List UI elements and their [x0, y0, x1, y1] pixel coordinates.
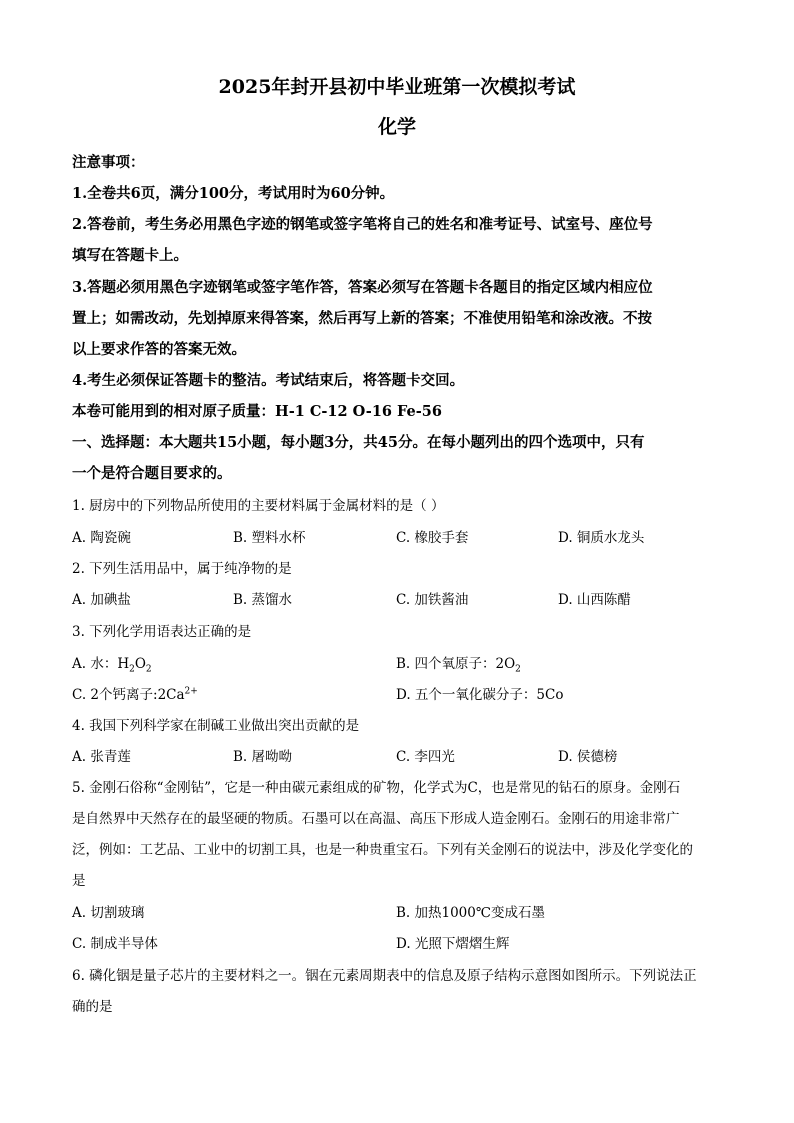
atomic-mass-note: 本卷可能用到的相对原子质量：H-1 C-12 O-16 Fe-56 — [72, 403, 442, 420]
q3-b-text: B. 四个氧原子：2O — [396, 656, 516, 672]
q5-option-a: A. 切割玻璃 — [72, 905, 145, 921]
q4-option-a: A. 张青莲 — [72, 749, 131, 765]
note-3-line-2: 置上；如需改动，先划掉原来得答案，然后再写上新的答案；不准使用铅笔和涂改液。不按 — [72, 310, 652, 327]
q5-option-c: C. 制成半导体 — [72, 936, 158, 952]
q2-option-a: A. 加碘盐 — [72, 592, 131, 608]
question-6-line-2: 确的是 — [72, 999, 113, 1015]
note-2-line-1: 2.答卷前，考生务必用黑色字迹的钢笔或签字笔将自己的姓名和准考证号、试室号、座位号 — [72, 216, 653, 233]
q3-option-d: D. 五个一氧化碳分子：5Co — [396, 687, 564, 703]
q3-option-b — [396, 652, 521, 675]
question-5-line-2: 是自然界中天然存在的最坚硬的物质。石墨可以在高温、高压下形成人造金刚石。金刚石的用途非常广 — [72, 811, 680, 827]
q1-option-b: B. 塑料水杯 — [233, 530, 306, 546]
question-2-stem: 2. 下列生活用品中，属于纯净物的是 — [72, 561, 292, 577]
q3-c-sup: 2+ — [184, 686, 198, 697]
q3-a-sub-1: 2 — [129, 664, 135, 675]
q3-c-text: C. 2个钙离子:2Ca — [72, 687, 185, 703]
question-1-stem: 1. 厨房中的下列物品所使用的主要材料属于金属材料的是（ ） — [72, 498, 445, 514]
q4-option-b: B. 屠呦呦 — [233, 749, 293, 765]
q3-b-sub: 2 — [515, 664, 521, 675]
q3-option-c — [72, 683, 198, 703]
question-5-line-1: 5. 金刚石俗称“金刚钻”，它是一种由碳元素组成的矿物，化学式为C，也是常见的钻石的原身。金刚石 — [72, 780, 681, 796]
note-3-line-1: 3.答题必须用黑色字迹钢笔或签字笔作答，答案必须写在答题卡各题目的指定区域内相应位 — [72, 279, 653, 296]
q5-option-d: D. 光照下熠熠生辉 — [396, 936, 510, 952]
note-3-line-3: 以上要求作答的答案无效。 — [72, 341, 246, 358]
exam-title: 2025年封开县初中毕业班第一次模拟考试 — [218, 76, 576, 98]
q3-a-text-2: O — [134, 656, 146, 672]
question-3-stem: 3. 下列化学用语表达正确的是 — [72, 624, 252, 640]
question-5-line-3: 泛，例如：工艺品、工业中的切割工具，也是一种贵重宝石。下列有关金刚石的说法中，涉及化学变化的 — [72, 842, 693, 858]
q4-option-d: D. 侯德榜 — [558, 749, 618, 765]
q3-a-sub-2: 2 — [145, 664, 152, 675]
section-1-heading: 一、选择题：本大题共15小题，每小题3分，共45分。在每小题列出的四个选项中，只有 — [72, 434, 645, 451]
q1-option-a: A. 陶瓷碗 — [72, 530, 131, 546]
question-4-stem: 4. 我国下列科学家在制碱工业做出突出贡献的是 — [72, 718, 360, 734]
section-1-heading-cont: 一个是符合题目要求的。 — [72, 465, 232, 482]
q4-option-c: C. 李四光 — [396, 749, 455, 765]
note-2-line-2: 填写在答题卡上。 — [72, 247, 188, 264]
note-1: 1.全卷共6页，满分100分，考试用时为60分钟。 — [72, 185, 395, 202]
q5-option-b: B. 加热1000℃变成石墨 — [396, 905, 545, 921]
q2-option-c: C. 加铁酱油 — [396, 592, 469, 608]
q3-option-a — [72, 652, 152, 675]
q3-a-text: A. 水：H — [72, 656, 130, 672]
notes-heading: 注意事项： — [72, 154, 145, 171]
q2-option-d: D. 山西陈醋 — [558, 592, 631, 608]
note-4: 4.考生必须保证答题卡的整洁。考试结束后，将答题卡交回。 — [72, 372, 465, 389]
q2-option-b: B. 蒸馏水 — [233, 592, 293, 608]
q1-option-d: D. 铜质水龙头 — [558, 530, 645, 546]
question-6-line-1: 6. 磷化铟是量子芯片的主要材料之一。铟在元素周期表中的信息及原子结构示意图如图所示。下列说法正 — [72, 968, 697, 984]
q1-option-c: C. 橡胶手套 — [396, 530, 469, 546]
subject-title: 化学 — [377, 116, 416, 138]
question-5-line-4: 是 — [72, 873, 86, 889]
